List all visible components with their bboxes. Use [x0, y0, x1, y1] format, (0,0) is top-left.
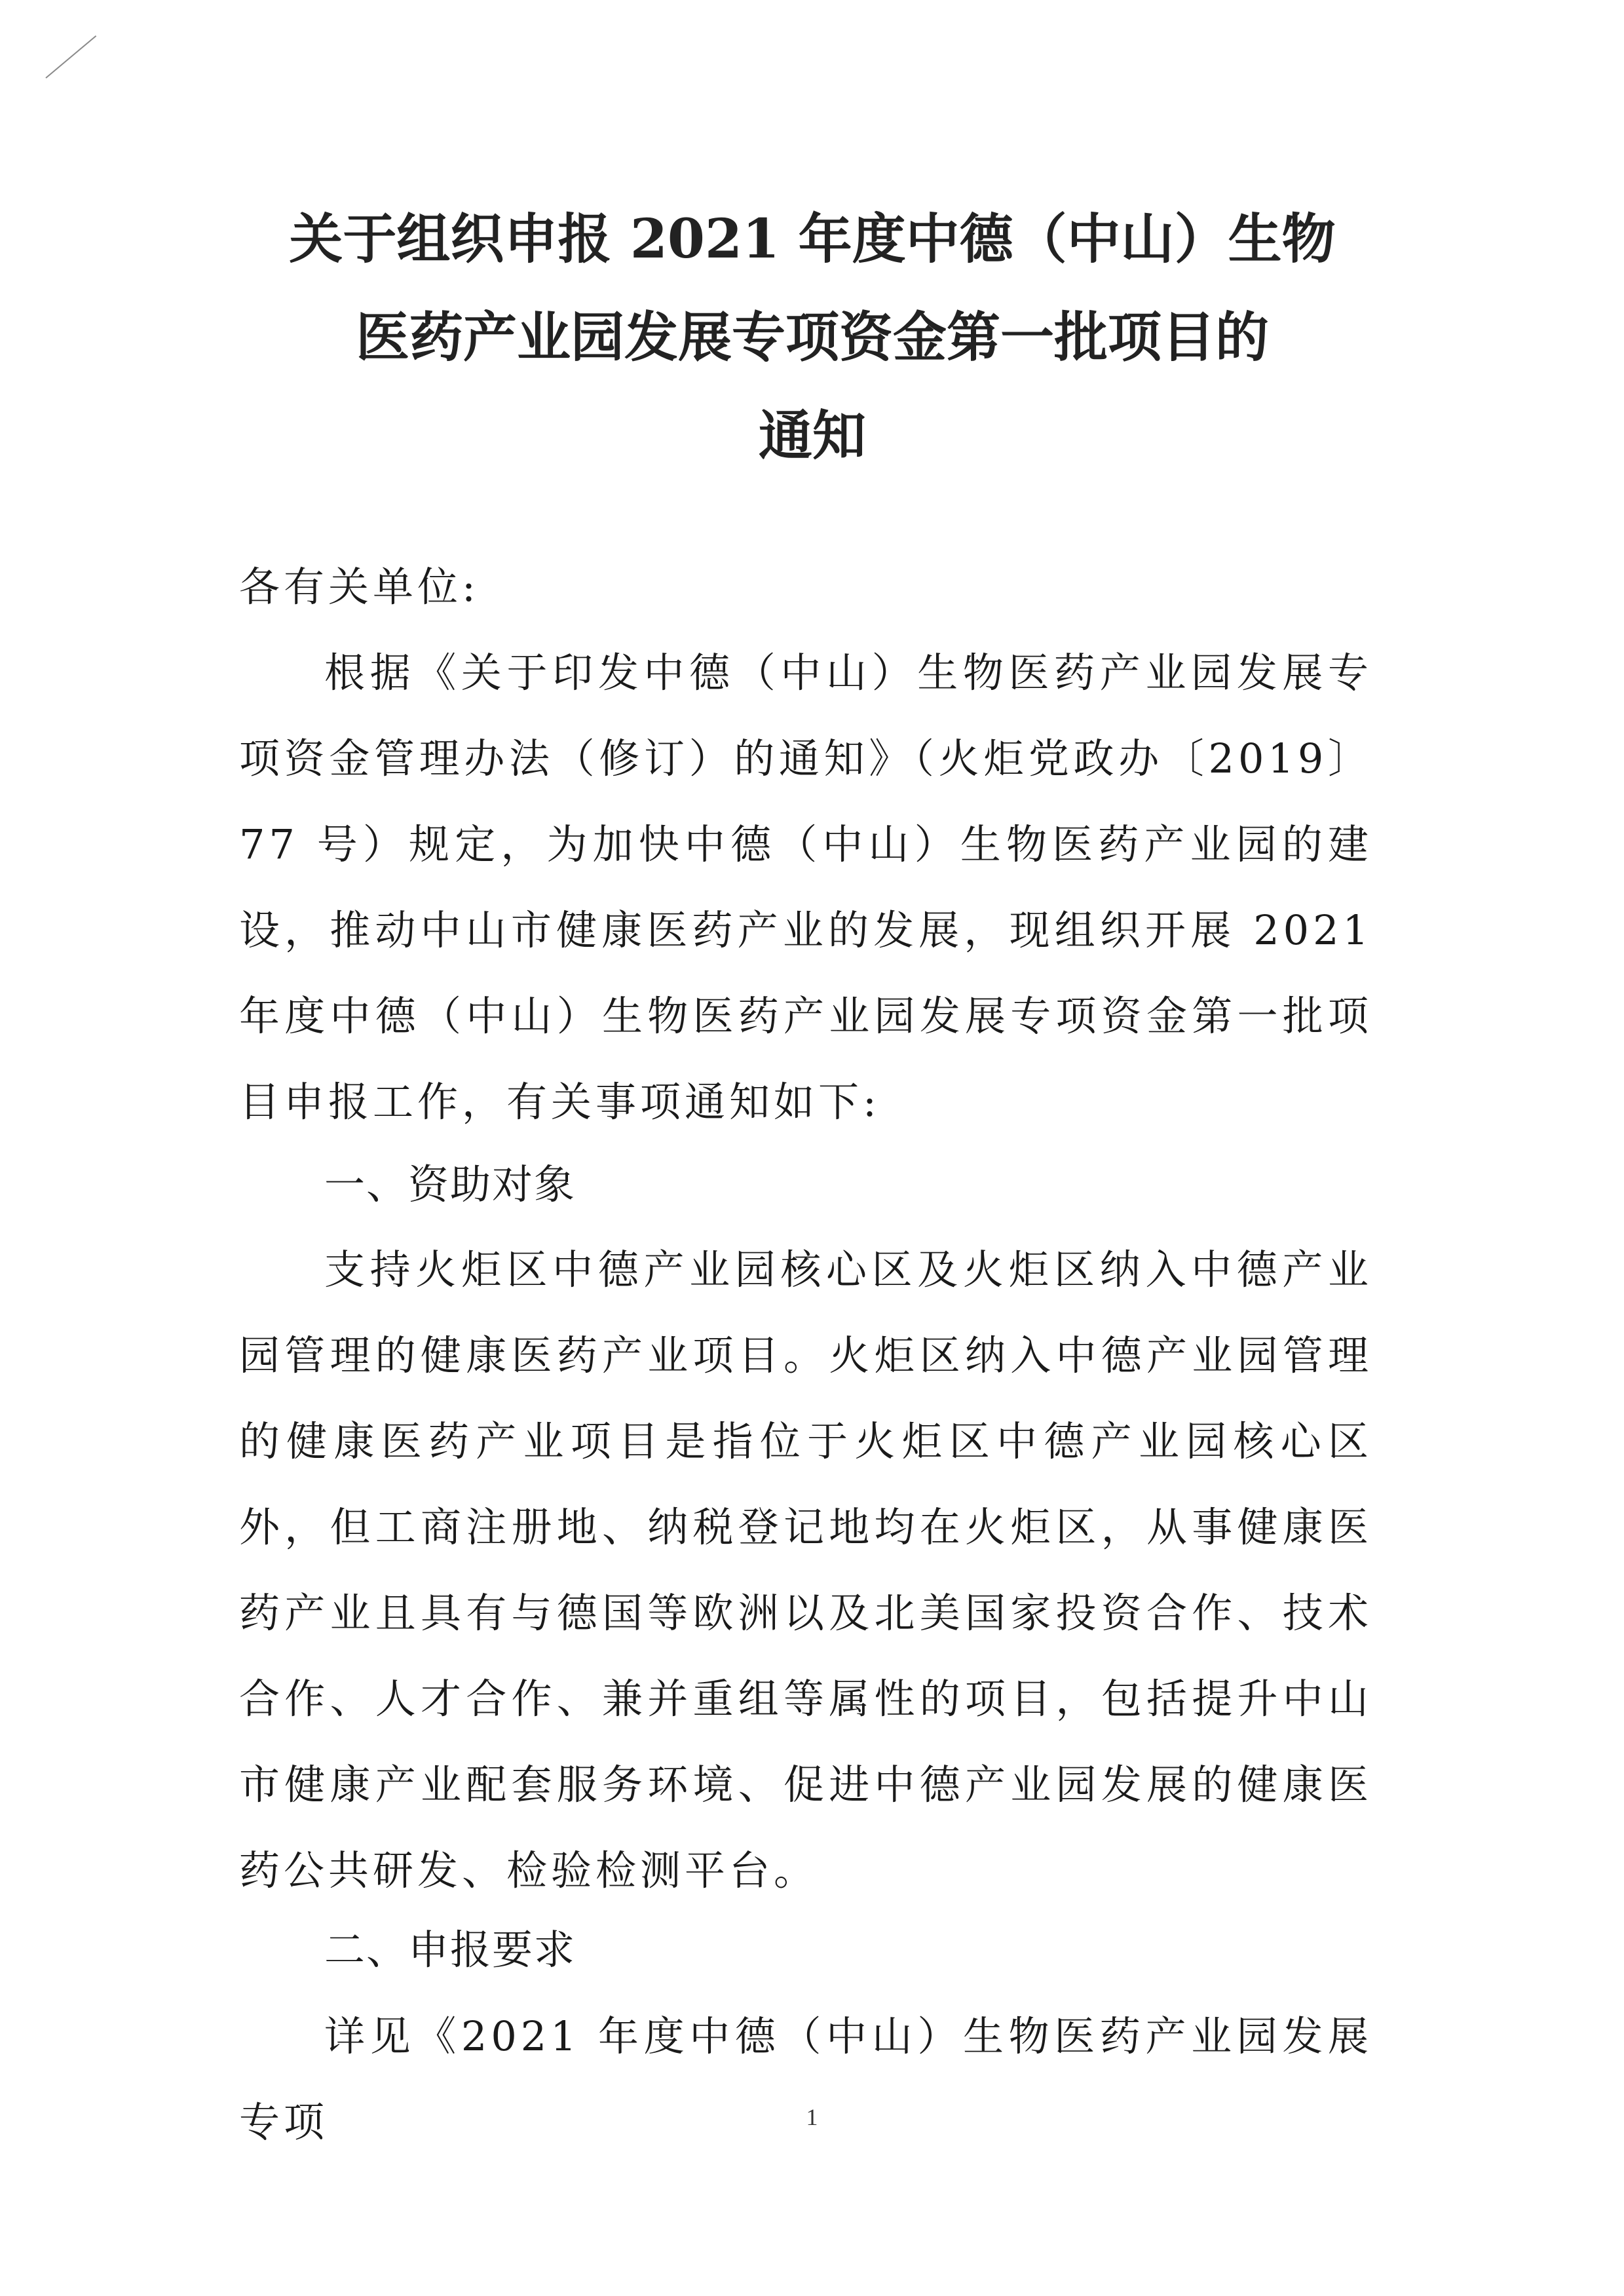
paragraph-3: 详见《2021 年度中德（中山）生物医药产业园发展专项: [239, 2012, 1372, 2146]
paragraph-1: 根据《关于印发中德（中山）生物医药产业园发展专项资金管理办法（修订）的通知》（火炬党政办〔2019〕77 号）规定，为加快中德（中山）生物医药产业园的建设，推动中山市健康医药产业的发展，现组织开展 2021 年度中德（中山）生物医药产业园发展专项资金第一批项目申报工作，有关事项通知如下:: [239, 649, 1372, 1126]
page-number: 1: [806, 2104, 818, 2130]
title-line-1: 关于组织申报 2021 年度中德（中山）生物: [289, 208, 1336, 271]
document-title: [197, 190, 1428, 485]
salutation: 各有关单位:: [239, 563, 480, 611]
section-heading-2: 二、申报要求: [324, 1926, 576, 1974]
title-line-2: 医药产业园发展专项资金第一批项目的: [355, 306, 1269, 369]
section-heading-1: 一、资助对象: [324, 1160, 576, 1208]
paragraph-2: 支持火炬区中德产业园核心区及火炬区纳入中德产业园管理的健康医药产业项目。火炬区纳入中德产业园管理的健康医药产业项目是指位于火炬区中德产业园核心区外，但工商注册地、纳税登记地均在火炬区，从事健康医药产业且具有与德国等欧洲以及北美国家投资合作、技术合作、人才合作、兼并重组等属性的项目，包括提升中山市健康产业配套服务环境、促进中德产业园发展的健康医药公共研发、检验检测平台。: [239, 1246, 1372, 1894]
scan-mark: [45, 35, 96, 79]
title-line-3: 通知: [758, 404, 866, 467]
